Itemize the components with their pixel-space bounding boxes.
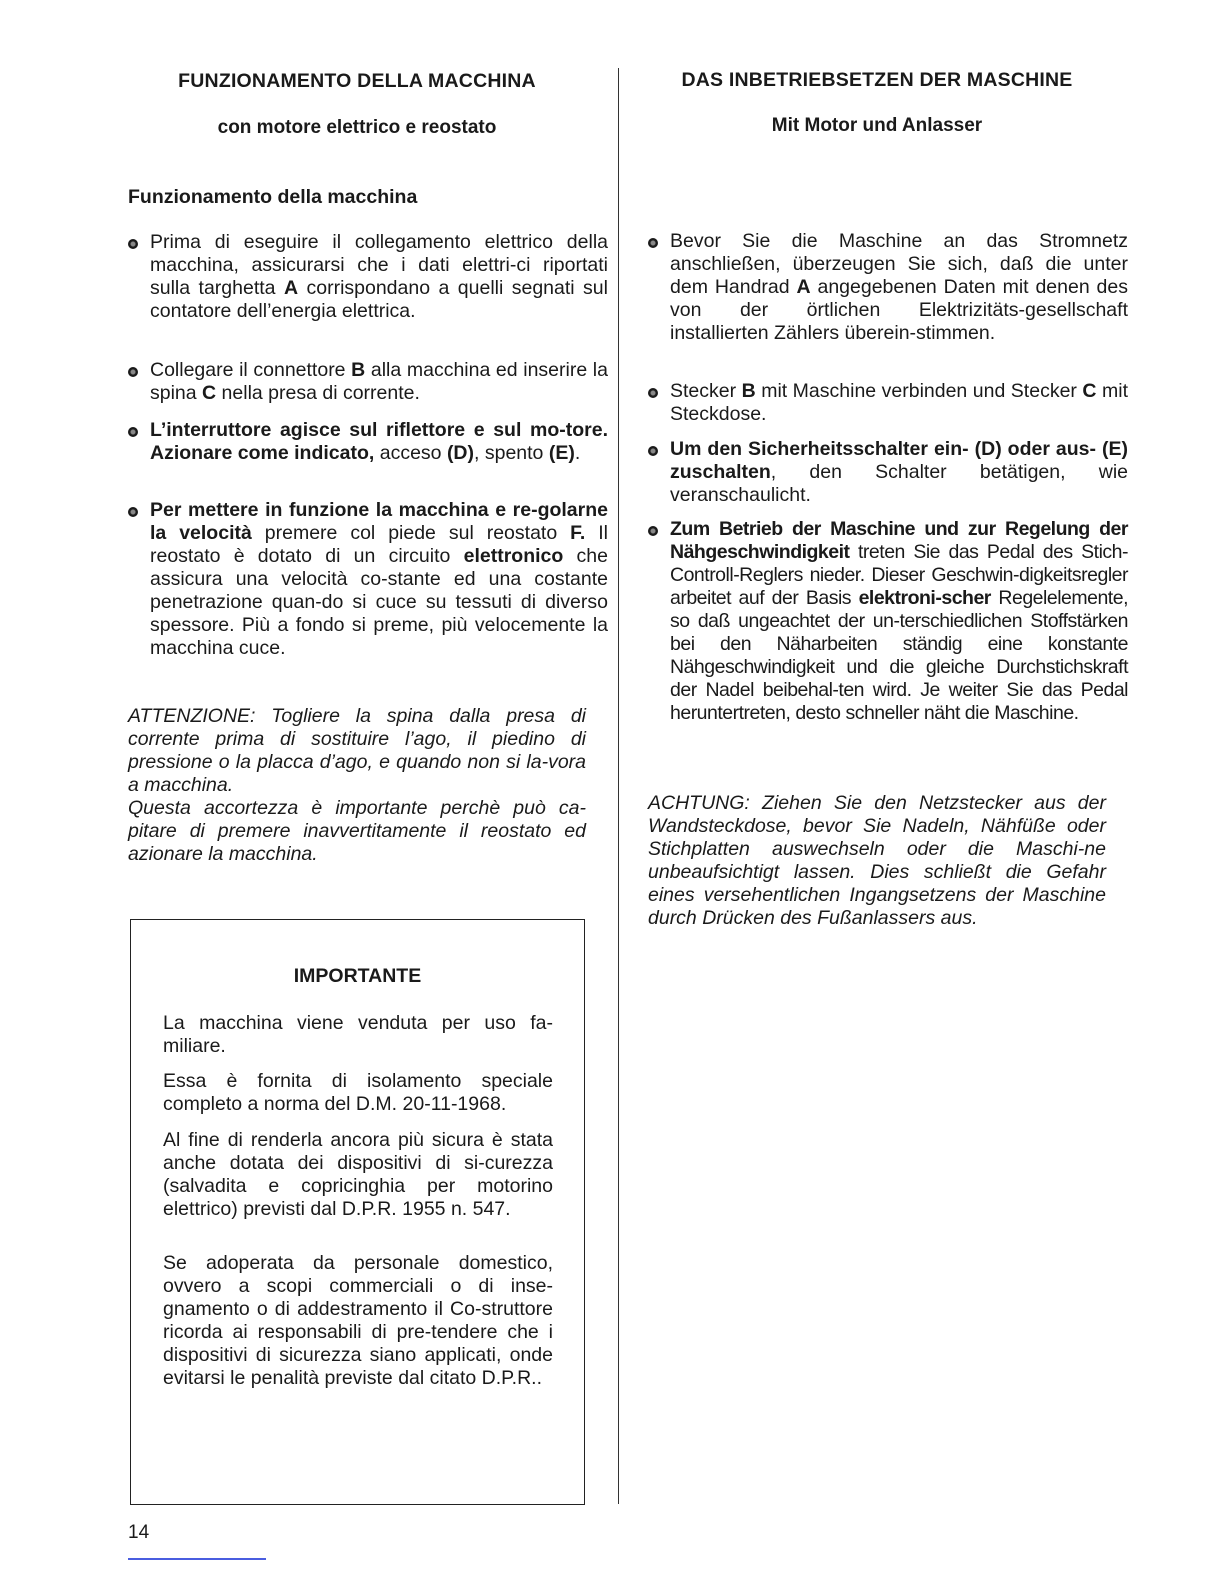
column-divider [618,68,619,1504]
german-bullet-1: Bevor Sie die Maschine an das Stromnetz anschließen, überzeugen Sie sich, daß die unter dem Handrad A angegebenen Daten mit denen des von der örtlichen Elektrizitäts-gesellschaft installierten Zählers überein-stimmen. [648,230,1128,345]
italian-bullet-4: Per mettere in funzione la macchina e re-golarne la velocità premere col piede sul reostato F. Il reostato è dotato di un circuito elettronico che assicura una velocità co-stante ed una costante penetrazione quan-do si cuce su tessuti di diverso spessore. Più a fondo si preme, più velocemente la macchina cuce. [128,499,608,660]
german-title: DAS INBETRIEBSETZEN DER MASCHINE [681,69,1073,91]
page-number: 14 [128,1522,150,1543]
bullet-icon [128,427,138,437]
italian-bullet-1: Prima di eseguire il collegamento elettrico della macchina, assicurarsi che i dati elettri-ci riportati sulla targhetta A corrispondano a quelli segnati sul contatore dell’energia elettrica. [128,231,608,323]
italian-subtitle: con motore elettrico e reostato [217,117,497,138]
important-paragraph-4: Se adoperata da personale domestico, ovvero a scopi commerciali o di inse-gnamento o di addestramento il Co-struttore ricorda ai responsabili di pre-tendere che i dispositivi di sicurezza siano applicati, onde evitarsi le penalità previste dal citato D.P.R.. [163,1252,553,1389]
italian-title: FUNZIONAMENTO DELLA MACCHINA [178,70,536,92]
italian-bullet-2: Collegare il connettore B alla macchina ed inserire la spina C nella presa di corrente. [128,359,608,405]
bullet-icon [128,367,138,377]
bullet-icon [648,238,658,248]
important-title: IMPORTANTE [293,965,422,987]
important-paragraph-3: Al fine di renderla ancora più sicura è stata anche dotata dei dispositivi di si-curezza (salvadita e copricinghia per motorino elettrico) previsti dal D.P.R. 1955 n. 547. [163,1129,553,1220]
important-paragraph-2: Essa è fornita di isolamento speciale completo a norma del D.M. 20-11-1968. [163,1070,553,1115]
italian-bullet-3: L’interruttore agisce sul riflettore e sul mo-tore. Azionare come indicato, acceso (D), spento (E). [128,419,608,465]
bullet-icon [648,446,658,456]
italian-section-heading: Funzionamento della macchina [128,186,418,208]
german-bullet-2: Stecker B mit Maschine verbinden und Stecker C mit Steckdose. [648,380,1128,426]
bullet-icon [648,388,658,398]
german-bullet-4: Zum Betrieb der Maschine und zur Regelung der Nähgeschwindigkeit treten Sie das Pedal des Stich-Controll-Reglers nieder. Dieser Geschwin-digkeitsregler arbeitet auf der Basis elektroni-scher Regelelemente, so daß ungeachtet der un-terschiedlichen Stoffstärken bei den Näharbeiten ständig eine konstante Nähgeschwindigkeit und die gleiche Durchstichskraft der Nadel beibehal-ten wird. Je weiter Sie das Pedal heruntertreten, desto schneller näht die Maschine. [648,518,1128,725]
bullet-icon [648,526,658,536]
bullet-icon [128,507,138,517]
important-paragraph-1: La macchina viene venduta per uso fa-miliare. [163,1012,553,1057]
german-warning: ACHTUNG: Ziehen Sie den Netzstecker aus der Wandsteckdose, bevor Sie Nadeln, Nähfüße oder Stichplatten auswechseln oder die Maschi-ne unbeaufsichtigt lassen. Dies schließt die Gefahr eines versehentlichen Ingangsetzens der Maschine durch Drücken des Fußanlassers aus. [648,792,1106,929]
italian-warning-1: ATTENZIONE: Togliere la spina dalla presa di corrente prima di sostituire l’ago, il piedino di pressione o la placca d’ago, e quando non si la-vora a macchina. [128,705,586,796]
german-subtitle: Mit Motor und Anlasser [771,115,983,136]
bullet-icon [128,239,138,249]
important-box [130,919,585,1505]
german-bullet-3: Um den Sicherheitsschalter ein- (D) oder aus- (E) zuschalten, den Schalter betätigen, wie veranschaulicht. [648,438,1128,507]
footer-rule [128,1558,266,1560]
italian-warning-2: Questa accortezza è importante perchè può ca-pitare di premere inavvertitamente il reostato ed azionare la macchina. [128,797,586,865]
